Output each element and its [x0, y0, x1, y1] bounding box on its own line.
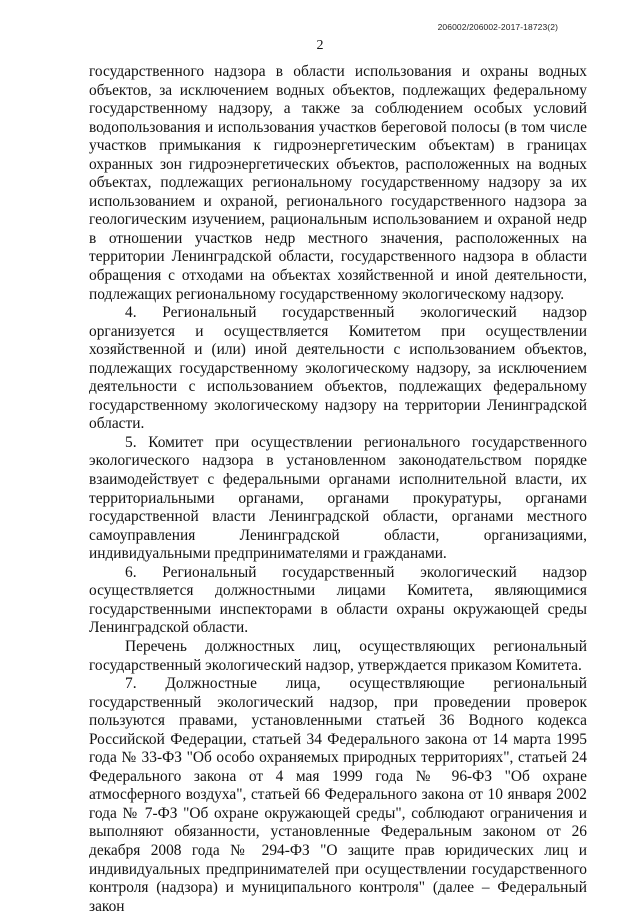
- paragraph-item-4: 4. Региональный государственный экологический надзор организуется и осуществляется Комитетом при осуществлении хозяйственной и (или) иной деятельности с использованием объектов, подлежащих государственному экологическому надзору, за исключением деятельности с использованием объектов, подлежащих федеральному государственному экологическому надзору на территории Ленинградской области.: [89, 304, 587, 433]
- document-number: 206002/206002-2017-18723(2): [437, 22, 558, 32]
- paragraph-item-5: 5. Комитет при осуществлении регионального государственного экологического надзора в установленном законодательством порядке взаимодействует с федеральными органами исполнительной власти, их территориальными органами, органами прокуратуры, органами государственной власти Ленинградской области, органами местного самоуправления Ленинградской области, организациями, индивидуальными предпринимателями и гражданами.: [89, 433, 587, 563]
- document-body: [89, 63, 587, 916]
- paragraph-item-7: 7. Должностные лица, осуществляющие региональный государственный экологический надзор, при проведении проверок пользуются правами, установленными статьей 36 Водного кодекса Российской Федерации, статьей 34 Федерального закона от 14 марта 1995 года № 33-ФЗ "Об особо охраняемых природных территориях", статьей 24 Федерального закона от 4 мая 1999 года № 96-ФЗ "Об охране атмосферного воздуха", статьей 66 Федерального закона от 10 января 2002 года № 7-ФЗ "Об охране окружающей среды", соблюдают ограничения и выполняют обязанности, установленные Федеральным законом от 26 декабря 2008 года № 294-ФЗ "О защите прав юридических лиц и индивидуальных предпринимателей при осуществлении государственного контроля (надзора) и муниципального контроля" (далее – Федеральный закон: [89, 675, 587, 915]
- paragraph-officials-list: Перечень должностных лиц, осуществляющих региональный государственный экологический надзор, утверждается приказом Комитета.: [89, 637, 587, 674]
- paragraph-continuation: государственного надзора в области использования и охраны водных объектов, за исключением водных объектов, подлежащих федеральному государственному надзору, а также за соблюдением особых условий водопользования и использования участков береговой полосы (в том числе участков примыкания к гидроэнергетическим объектам) в границах охранных зон гидроэнергетических объектов, расположенных на водных объектах, подлежащих региональному государственному надзору за их использованием и охраной, регионального государственного надзора за геологическим изучением, рациональным использованием и охраной недр в отношении участков недр местного значения, расположенных на территории Ленинградской области, государственного надзора в области обращения с отходами на объектах хозяйственной и иной деятельности, подлежащих региональному государственному экологическому надзору.: [89, 63, 587, 303]
- page-number: 2: [316, 38, 324, 53]
- paragraph-item-6: 6. Региональный государственный экологический надзор осуществляется должностными лицами Комитета, являющимися государственными инспекторами в области охраны окружающей среды Ленинградской области.: [89, 563, 587, 637]
